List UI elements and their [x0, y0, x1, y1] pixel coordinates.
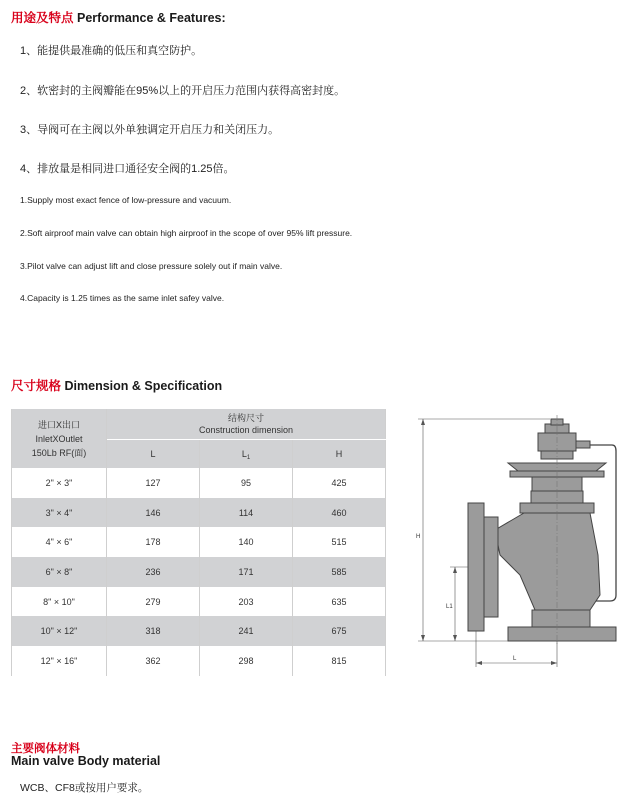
label-H: H [416, 534, 421, 540]
arrow-l1-bottom [453, 635, 457, 641]
header-col-L: L [107, 440, 200, 469]
cell-size: 6" × 8" [12, 557, 107, 587]
feature-cn-3: 3、导阀可在主阀以外单独调定开启压力和关闭压力。 [20, 124, 280, 136]
cell-H: 585 [293, 557, 386, 587]
cell-H: 815 [293, 646, 386, 676]
cell-L: 127 [107, 468, 200, 498]
valve-drawing [400, 405, 635, 685]
cell-L1: 95 [200, 468, 293, 498]
pilot-arm [576, 441, 590, 448]
dimension-table [11, 409, 386, 676]
cell-H: 515 [293, 527, 386, 557]
material-title-cn: 主要阀体材料 [11, 743, 80, 755]
table-row [12, 527, 386, 557]
feature-cn-2: 2、软密封的主阀瓣能在95%以上的开启压力范围内获得高密封度。 [20, 85, 346, 97]
cell-H: 635 [293, 587, 386, 617]
feature-en-3: 3.Pilot valve can adjust lift and close pressure solely out if main valve. [20, 261, 283, 271]
cell-size: 12" × 16" [12, 646, 107, 676]
cell-size: 8" × 10" [12, 587, 107, 617]
outlet-flange [508, 627, 616, 641]
features-title-en: Performance & Features: [77, 11, 226, 25]
feature-cn-1: 1、能提供最准确的低压和真空防护。 [20, 45, 203, 57]
arrow-l-right [551, 661, 557, 665]
cell-size: 10" × 12" [12, 616, 107, 646]
features-title-cn: 用途及特点 [11, 11, 74, 25]
cell-size: 3" × 4" [12, 498, 107, 528]
cell-L: 362 [107, 646, 200, 676]
cell-L: 236 [107, 557, 200, 587]
cell-L1: 171 [200, 557, 293, 587]
table-row [12, 587, 386, 617]
label-L1: L1 [446, 604, 453, 610]
dimension-title-en: Dimension & Specification [64, 379, 223, 393]
feature-en-1: 1.Supply most exact fence of low-pressure and vacuum. [20, 195, 232, 205]
feature-en-2: 2.Soft airproof main valve can obtain high airproof in the scope of over 95% lift pressure. [20, 228, 353, 238]
material-title-en: Main valve Body material [11, 754, 161, 768]
header-col-L1 [200, 440, 293, 469]
cell-L: 318 [107, 616, 200, 646]
header-col-L1-sub: 1 [246, 455, 251, 461]
feature-en-4: 4.Capacity is 1.25 times as the same inlet safey valve. [20, 293, 225, 303]
cell-L1: 298 [200, 646, 293, 676]
cell-L: 279 [107, 587, 200, 617]
inlet-neck [484, 517, 498, 617]
label-L: L [513, 656, 517, 662]
material-text: WCB、CF8或按用户要求。 [20, 782, 149, 794]
cell-L: 178 [107, 527, 200, 557]
cell-size: 4" × 6" [12, 527, 107, 557]
cell-L: 146 [107, 498, 200, 528]
cell-L1: 140 [200, 527, 293, 557]
header-io-line2: InletXOutlet [35, 433, 83, 444]
arrow-l1-top [453, 567, 457, 573]
header-io-line1: 进口X出口 [37, 419, 80, 430]
table-row [12, 498, 386, 528]
header-group-en: Construction dimension [198, 425, 294, 435]
cell-H: 460 [293, 498, 386, 528]
dimension-title [11, 376, 222, 394]
header-col-L1-main: L [241, 449, 247, 459]
cell-L1: 241 [200, 616, 293, 646]
arrow-h-top [421, 419, 425, 425]
header-io-line3: 150Lb RF(面) [31, 447, 87, 458]
features-title [11, 8, 226, 26]
cell-H: 425 [293, 468, 386, 498]
arrow-l-left [476, 661, 482, 665]
cell-H: 675 [293, 616, 386, 646]
arrow-h-bottom [421, 635, 425, 641]
header-col-H: H [293, 440, 386, 469]
header-inlet-outlet [12, 409, 107, 468]
header-construction-dimension [107, 409, 386, 440]
dimension-title-cn: 尺寸规格 [11, 379, 62, 393]
inlet-flange [468, 503, 484, 631]
header-group-cn: 结构尺寸 [227, 413, 264, 423]
table-row [12, 646, 386, 676]
main-body [495, 513, 600, 610]
feature-cn-4: 4、排放量是相同进口通径安全阀的1.25倍。 [20, 163, 235, 175]
cell-size: 2" × 3" [12, 468, 107, 498]
table-row [12, 468, 386, 498]
cell-L1: 114 [200, 498, 293, 528]
table-row [12, 557, 386, 587]
cell-L1: 203 [200, 587, 293, 617]
table-row [12, 616, 386, 646]
valve-body-shapes [468, 419, 616, 641]
